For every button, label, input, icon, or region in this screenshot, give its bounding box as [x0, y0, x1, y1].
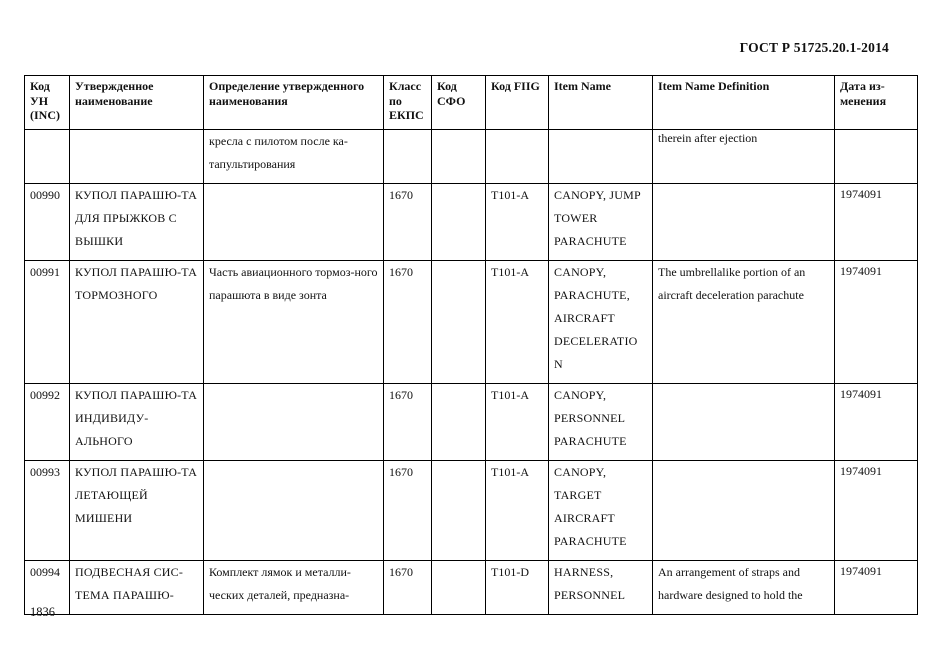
cell-item-name: CANOPY, PARACHUTE, AIRCRAFT DECELERATIO N [549, 260, 653, 383]
table-row [25, 560, 918, 614]
col-header-class: Класс по ЕКПС [384, 76, 432, 130]
cell-inc: 00994 [25, 560, 70, 614]
cell-class: 1670 [384, 183, 432, 260]
document-code: ГОСТ Р 51725.20.1-2014 [739, 40, 889, 55]
col-header-name: Утвержденное наименование [70, 76, 204, 130]
cell-item-def: The umbrellalike portion of an aircraft deceleration parachute [653, 260, 835, 383]
cell-class: 1670 [384, 460, 432, 560]
cell-name [70, 129, 204, 183]
cell-sfo [432, 183, 486, 260]
cell-date: 1974091 [835, 183, 918, 260]
cell-item-def [653, 183, 835, 260]
col-header-sfo: Код СФО [432, 76, 486, 130]
table-row [25, 183, 918, 260]
cell-name: КУПОЛ ПАРАШЮ-ТА ЛЕТАЮЩЕЙ МИШЕНИ [70, 460, 204, 560]
cell-inc: 00993 [25, 460, 70, 560]
col-header-fiig: Код FIIG [486, 76, 549, 130]
cell-name: КУПОЛ ПАРАШЮ-ТА ДЛЯ ПРЫЖКОВ С ВЫШКИ [70, 183, 204, 260]
cell-item-name [549, 129, 653, 183]
catalog-table [24, 75, 918, 615]
cell-class: 1670 [384, 383, 432, 460]
cell-item-def: therein after ejection [653, 129, 835, 183]
cell-item-name: HARNESS, PERSONNEL [549, 560, 653, 614]
cell-fiig [486, 129, 549, 183]
cell-date: 1974091 [835, 260, 918, 383]
cell-inc: 00990 [25, 183, 70, 260]
cell-sfo [432, 129, 486, 183]
cell-inc [25, 129, 70, 183]
col-header-inc: Код УН (INC) [25, 76, 70, 130]
table-row [25, 460, 918, 560]
cell-definition: кресла с пилотом после ка-тапультирования [204, 129, 384, 183]
cell-definition [204, 183, 384, 260]
cell-definition: Часть авиационного тормоз-ного парашюта в виде зонта [204, 260, 384, 383]
cell-sfo [432, 260, 486, 383]
table-row [25, 383, 918, 460]
cell-fiig: T101-A [486, 260, 549, 383]
cell-item-def: An arrangement of straps and hardware designed to hold the [653, 560, 835, 614]
cell-inc: 00992 [25, 383, 70, 460]
cell-definition [204, 383, 384, 460]
cell-sfo [432, 560, 486, 614]
cell-class [384, 129, 432, 183]
cell-item-def [653, 383, 835, 460]
col-header-item-name: Item Name [549, 76, 653, 130]
cell-date: 1974091 [835, 383, 918, 460]
cell-item-name: CANOPY, TARGET AIRCRAFT PARACHUTE [549, 460, 653, 560]
cell-name: КУПОЛ ПАРАШЮ-ТА ИНДИВИДУ-АЛЬНОГО [70, 383, 204, 460]
cell-fiig: T101-A [486, 460, 549, 560]
cell-fiig: T101-D [486, 560, 549, 614]
table-row [25, 129, 918, 183]
cell-class: 1670 [384, 260, 432, 383]
cell-item-name: CANOPY, PERSONNEL PARACHUTE [549, 383, 653, 460]
col-header-date: Дата из-менения [835, 76, 918, 130]
cell-name: ПОДВЕСНАЯ СИС-ТЕМА ПАРАШЮ- [70, 560, 204, 614]
cell-class: 1670 [384, 560, 432, 614]
cell-sfo [432, 383, 486, 460]
cell-fiig: T101-A [486, 183, 549, 260]
cell-fiig: T101-A [486, 383, 549, 460]
cell-definition: Комплект лямок и металли-ческих деталей, предназна- [204, 560, 384, 614]
cell-date: 1974091 [835, 560, 918, 614]
cell-inc: 00991 [25, 260, 70, 383]
cell-item-def [653, 460, 835, 560]
page-number: 1836 [30, 605, 55, 619]
table-header-row [25, 76, 918, 130]
cell-date: 1974091 [835, 460, 918, 560]
col-header-item-def: Item Name Definition [653, 76, 835, 130]
cell-item-name: CANOPY, JUMP TOWER PARACHUTE [549, 183, 653, 260]
col-header-definition: Определение утвержденного наименования [204, 76, 384, 130]
cell-date [835, 129, 918, 183]
cell-sfo [432, 460, 486, 560]
table-row [25, 260, 918, 383]
cell-definition [204, 460, 384, 560]
cell-name: КУПОЛ ПАРАШЮ-ТА ТОРМОЗНОГО [70, 260, 204, 383]
